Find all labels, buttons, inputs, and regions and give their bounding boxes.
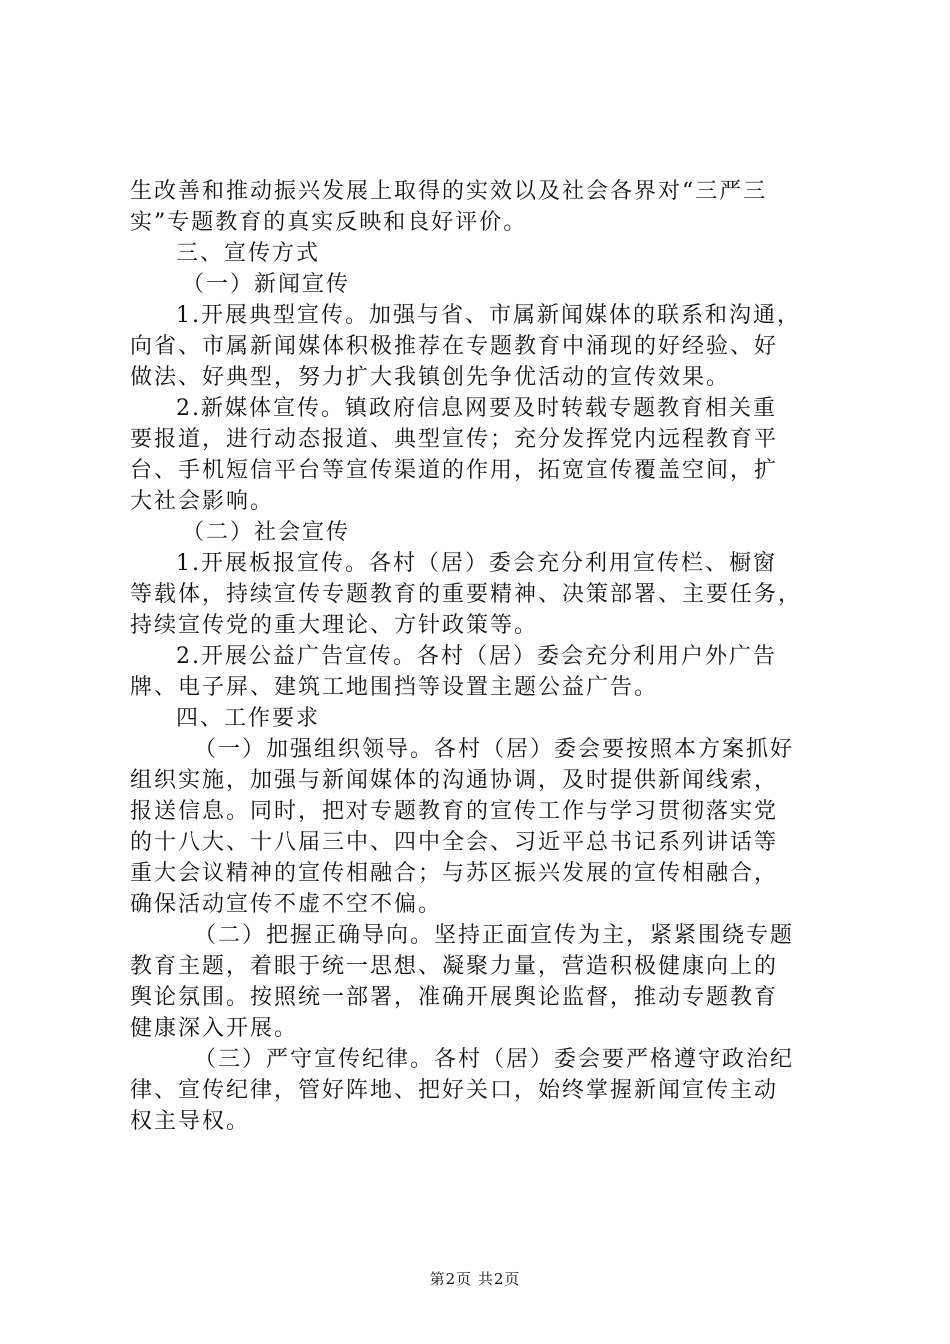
- text-line: 持续宣传党的重大理论、方针政策等。: [130, 613, 539, 638]
- text-line: 报送信息。同时，把对专题教育的宣传工作与学习贯彻落实党: [130, 799, 779, 824]
- text-line: 台、手机短信平台等宣传渠道的作用，拓宽宣传覆盖空间，扩: [130, 458, 779, 483]
- text-line: （二）把握正确导向。坚持正面宣传为主，紧紧围绕专题: [194, 923, 795, 948]
- text-line: 权主导权。: [130, 1109, 251, 1134]
- page-footer: 第2页 共2页: [429, 1270, 521, 1288]
- text-line: 1.开展板报宣传。各村（居）委会充分利用宣传栏、橱窗: [176, 551, 777, 576]
- text-line: 2.新媒体宣传。镇政府信息网要及时转载专题教育相关重: [176, 396, 777, 421]
- text-line: 组织实施，加强与新闻媒体的沟通协调，及时提供新闻线索，: [130, 768, 779, 793]
- text-line: 向省、市属新闻媒体积极推荐在专题教育中涌现的好经验、好: [130, 334, 779, 359]
- text-line: 确保活动宣传不虚不空不偏。: [130, 892, 443, 917]
- text-line: （二）社会宣传: [182, 520, 351, 545]
- text-line: （三）严守宣传纪律。各村（居）委会要严格遵守政治纪: [194, 1047, 795, 1072]
- text-line: （一）加强组织领导。各村（居）委会要按照本方案抓好: [194, 737, 795, 762]
- text-line: 等载体，持续宣传专题教育的重要精神、决策部署、主要任务，: [130, 582, 803, 607]
- text-line: 2.开展公益广告宣传。各村（居）委会充分利用户外广告: [176, 644, 777, 669]
- text-line: 生改善和推动振兴发展上取得的实效以及社会各界对“三严三: [130, 179, 768, 204]
- text-line: 健康深入开展。: [130, 1016, 299, 1041]
- text-line: 牌、电子屏、建筑工地围挡等设置主题公益广告。: [130, 675, 659, 700]
- text-line: 要报道，进行动态报道、典型宣传；充分发挥党内远程教育平: [130, 427, 779, 452]
- text-line: 实”专题教育的真实反映和良好评价。: [130, 210, 528, 235]
- text-line: 1.开展典型宣传。加强与省、市属新闻媒体的联系和沟通，: [176, 303, 801, 328]
- text-line: 大社会影响。: [130, 489, 275, 514]
- text-line: 舆论氛围。按照统一部署，准确开展舆论监督，推动专题教育: [130, 985, 779, 1010]
- text-line: 的十八大、十八届三中、四中全会、习近平总书记系列讲话等: [130, 830, 779, 855]
- text-line: 律、宣传纪律，管好阵地、把好关口，始终掌握新闻宣传主动: [130, 1078, 779, 1103]
- text-line: 重大会议精神的宣传相融合；与苏区振兴发展的宣传相融合，: [130, 861, 779, 886]
- text-line: （一）新闻宣传: [182, 272, 351, 297]
- text-line: 三、宣传方式: [176, 241, 321, 266]
- text-line: 四、工作要求: [176, 706, 321, 731]
- text-line: 教育主题，着眼于统一思想、凝聚力量，营造积极健康向上的: [130, 954, 779, 979]
- text-line: 做法、好典型，努力扩大我镇创先争优活动的宣传效果。: [130, 365, 731, 390]
- document-body: [130, 176, 830, 1137]
